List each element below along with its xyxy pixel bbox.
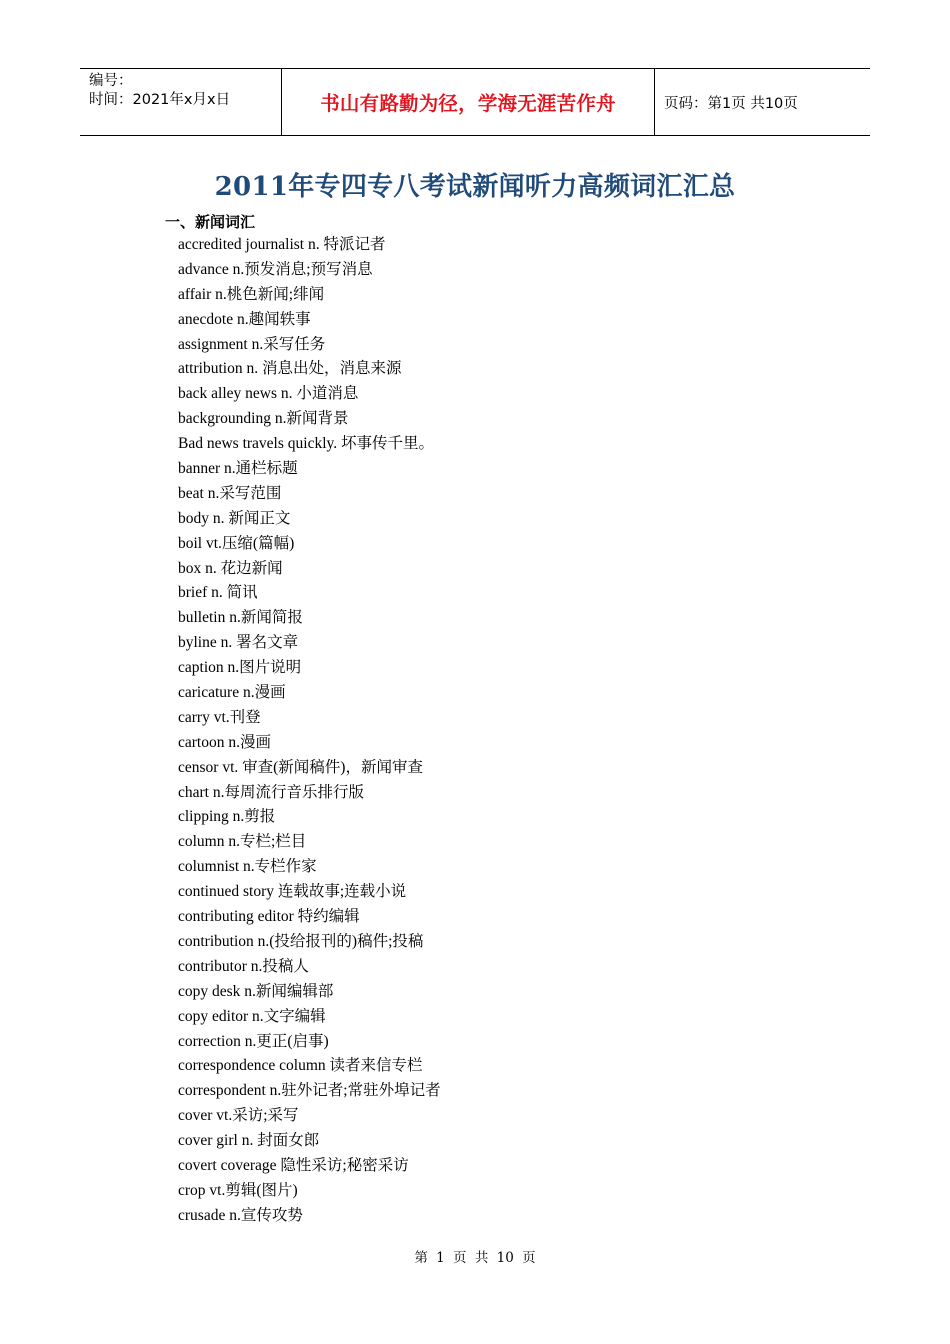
vocabulary-entry: body n. 新闻正文 <box>178 509 291 527</box>
vocabulary-entry: advance n.预发消息;预写消息 <box>178 260 373 278</box>
vocabulary-entry: box n. 花边新闻 <box>178 559 283 577</box>
vocabulary-entry: caricature n.漫画 <box>178 684 286 702</box>
page-label: 页码：第1页 共10页 <box>664 95 798 112</box>
vocabulary-entry: beat n.采写范围 <box>178 484 282 502</box>
vocabulary-entry: correspondence column 读者来信专栏 <box>178 1057 423 1075</box>
vocabulary-entry: cartoon n.漫画 <box>178 733 271 751</box>
vocabulary-entry: backgrounding n.新闻背景 <box>178 410 349 428</box>
vocabulary-entry: brief n. 简讯 <box>178 584 258 602</box>
motto-text: 书山有路勤为径，学海无涯苦作舟 <box>320 92 616 115</box>
header-info-cell <box>80 69 281 135</box>
vocabulary-entry: accredited journalist n. 特派记者 <box>178 236 386 253</box>
vocabulary-entry: cover vt.采访;采写 <box>178 1107 299 1125</box>
vocabulary-entry: byline n. 署名文章 <box>178 634 299 652</box>
vocabulary-entry: censor vt. 审查(新闻稿件)，新闻审查 <box>178 758 423 776</box>
vocabulary-entry: banner n.通栏标题 <box>178 460 298 478</box>
vocabulary-entry: attribution n. 消息出处，消息来源 <box>178 360 402 378</box>
vocabulary-entry: bulletin n.新闻简报 <box>178 609 303 627</box>
number-label: 编号： <box>89 73 133 89</box>
vocabulary-entry: correspondent n.驻外记者;常驻外埠记者 <box>178 1082 441 1100</box>
section-heading: 一、新闻词汇 <box>165 213 256 231</box>
vocabulary-entry: covert coverage 隐性采访;秘密采访 <box>178 1156 409 1174</box>
vocabulary-entry: assignment n.采写任务 <box>178 335 326 353</box>
vocabulary-entry: crusade n.宣传攻势 <box>178 1206 303 1224</box>
time-label: 时间：2021年x月x日 <box>89 92 231 108</box>
vocabulary-entry: back alley news n. 小道消息 <box>178 385 359 403</box>
vocabulary-entry: correction n.更正(启事) <box>178 1032 329 1050</box>
vocabulary-entry: copy desk n.新闻编辑部 <box>178 982 334 1000</box>
vocabulary-entry: carry vt.刊登 <box>178 708 261 726</box>
vocabulary-entry: copy editor n.文字编辑 <box>178 1007 326 1025</box>
vocabulary-entry: cover girl n. 封面女郎 <box>178 1132 320 1150</box>
vocabulary-entry: boil vt.压缩(篇幅) <box>178 534 295 552</box>
page-footer: 第 1 页 共 10 页 <box>414 1250 536 1266</box>
vocabulary-list <box>178 233 441 1229</box>
vocabulary-entry: clipping n.剪报 <box>178 808 276 826</box>
vocabulary-entry: caption n.图片说明 <box>178 659 302 677</box>
vocabulary-entry: column n.专栏;栏目 <box>178 833 307 851</box>
vocabulary-entry: crop vt.剪辑(图片) <box>178 1181 298 1199</box>
document-header <box>80 68 870 136</box>
vocabulary-entry: contributor n.投稿人 <box>178 957 309 975</box>
vocabulary-entry: anecdote n.趣闻轶事 <box>178 310 311 328</box>
vocabulary-entry: contribution n.(投给报刊的)稿件;投稿 <box>178 932 424 950</box>
document-title: 2011年专四专八考试新闻听力高频词汇汇总 <box>214 172 736 202</box>
vocabulary-entry: Bad news travels quickly. 坏事传千里。 <box>178 435 435 453</box>
vocabulary-entry: chart n.每周流行音乐排行版 <box>178 783 364 801</box>
header-motto-cell <box>281 69 655 135</box>
vocabulary-entry: contributing editor 特约编辑 <box>178 908 360 926</box>
vocabulary-entry: columnist n.专栏作家 <box>178 858 317 876</box>
vocabulary-entry: continued story 连载故事;连载小说 <box>178 883 407 901</box>
vocabulary-entry: affair n.桃色新闻;绯闻 <box>178 285 325 303</box>
header-page-cell <box>655 69 870 135</box>
